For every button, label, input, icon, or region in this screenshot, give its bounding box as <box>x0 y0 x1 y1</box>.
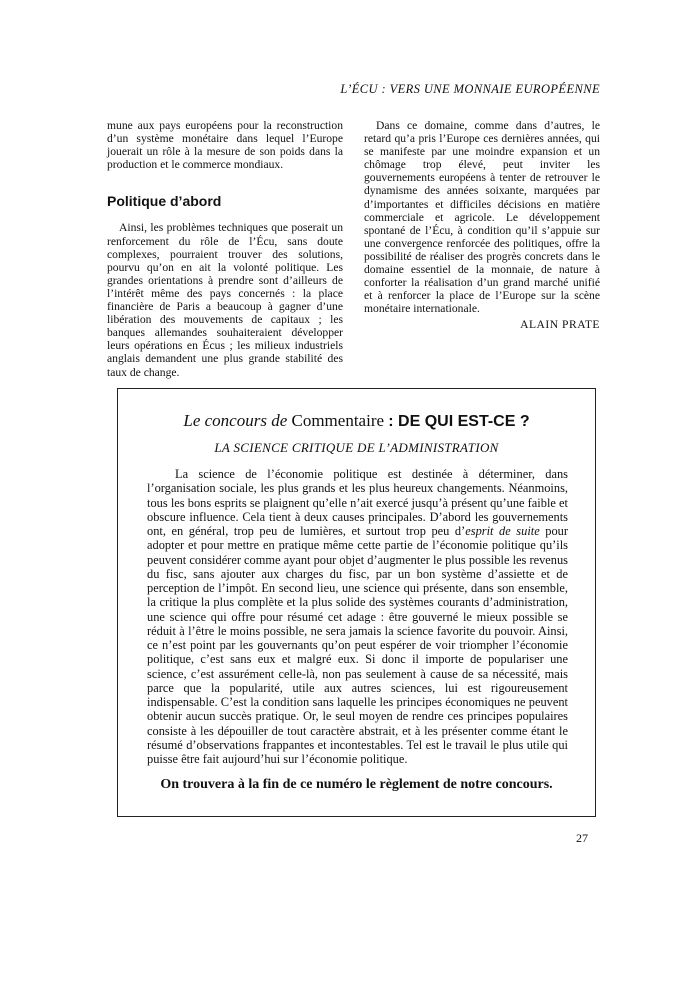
author-signature: ALAIN PRATE <box>520 318 600 332</box>
running-head: L’ÉCU : VERS UNE MONNAIE EUROPÉENNE <box>340 82 600 96</box>
contest-title <box>118 411 595 431</box>
left-body-paragraph: Ainsi, les problèmes techniques que poserait un renforcement du rôle de l’Écu, sans doute complexes, pourraient trouver des solutions, pourvu qu’on en ait la volonté politique. Les grandes orientations à prendre sont d’ailleurs de l’intérêt même des pays concernés : la place financière de Paris a beaucoup à gagner d’une libération des mouvements de capitaux ; les banques allemandes souhaiteraient développer leurs opérations en Écus ; les milieux industriels anglais demandent une plus grande stabilité des taux de change. <box>107 221 343 379</box>
contest-box <box>117 388 596 817</box>
contest-text-part1: La science de l’économie politique est destinée à déterminer, dans l’organisation sociale, les plus grands et les plus heureux changements. Néanmoins, tous les bons esprits se plaignent qu’elle n’ait exercé jusqu’à présent qu’une faible et obscure influence. Cela tient à deux causes principales. D’abord les gouvernements ont, en général, trop peu de lumières, et surtout trop peu d’ <box>147 467 568 538</box>
right-body-paragraph: Dans ce domaine, comme dans d’autres, le retard qu’a pris l’Europe ces dernières années, qui se manifeste par une moindre expansion et un chômage trop élevé, peut inviter les gouvernements européens à tenter de retrouver le dynamisme des années soixante, marquées par d’importantes et difficiles décisions en matière commerciale et agricole. Le développement spontané de l’Écu, à condition qu’il s’appuie sur une convergence renforcée des politiques, offre la possibilité de réaliser des progrès concrets dans le domaine essentiel de la monnaie, de nature à conforter la réalisation d’un grand marché unifié et à renforcer la place de l’Europe sur la scène monétaire internationale. <box>364 119 600 316</box>
section-heading: Politique d’abord <box>107 193 222 210</box>
contest-text <box>147 467 568 766</box>
contest-paragraph <box>147 467 568 766</box>
left-intro-paragraph: mune aux pays européens pour la reconstruction d’un système monétaire dans lequel l’Europe jouerait un rôle à la mesure de son poids dans la production et le commerce mondiaux. <box>107 119 343 172</box>
contest-title-question: : DE QUI EST-CE ? <box>388 413 530 430</box>
page-number: 27 <box>576 831 588 845</box>
contest-title-magazine: Commentaire <box>291 411 385 430</box>
article-right-column <box>364 119 600 332</box>
contest-footer: On trouvera à la fin de ce numéro le règlement de notre concours. <box>160 777 553 792</box>
contest-title-italic: Le concours de <box>183 411 288 430</box>
contest-text-italic: esprit de suite <box>465 524 540 538</box>
contest-text-part2: pour adopter et pour mettre en pratique même cette partie de l’économie politique qu’ils peuvent considérer comme ayant pour objet d’augmenter le plus possible les revenus du fisc, sans ajouter aux charges du fisc, par un bon système d’assiette et de perception de l’impôt. En second lieu, une science qui présente, dans son ensemble, la critique la plus complète et la plus solide des systèmes courants d’administration, une science qui offre pour résumé cet adage : être gouverné le mieux possible se réduit à l’être le moins possible, ne sera jamais la science favorite du pouvoir. Ainsi, ce n’est point par les gouvernants qu’on peut espérer de voir triompher l’économie politique, c’est sans eux et malgré eux. Si donc il importe de populariser une science, c’est assurément celle-là, non pas seulement à cause de sa nécessité, mais parce que la popularité, utile aux autres sciences, lui est rigoureusement indispensable. C’est la condition sans laquelle les principes économiques ne peuvent obtenir aucun succès pratique. Or, le seul moyen de rendre ces principes populaires consiste à les dépouiller de tout caractère abstrait, et à les présenter comme étant le résumé d’observations frappantes et incontestables. Tel est le travail le plus utile qui puisse être fait aujourd’hui sur l’économie politique. <box>147 524 568 766</box>
article-left-column <box>107 119 343 379</box>
contest-subtitle: LA SCIENCE CRITIQUE DE L’ADMINISTRATION <box>214 440 499 455</box>
